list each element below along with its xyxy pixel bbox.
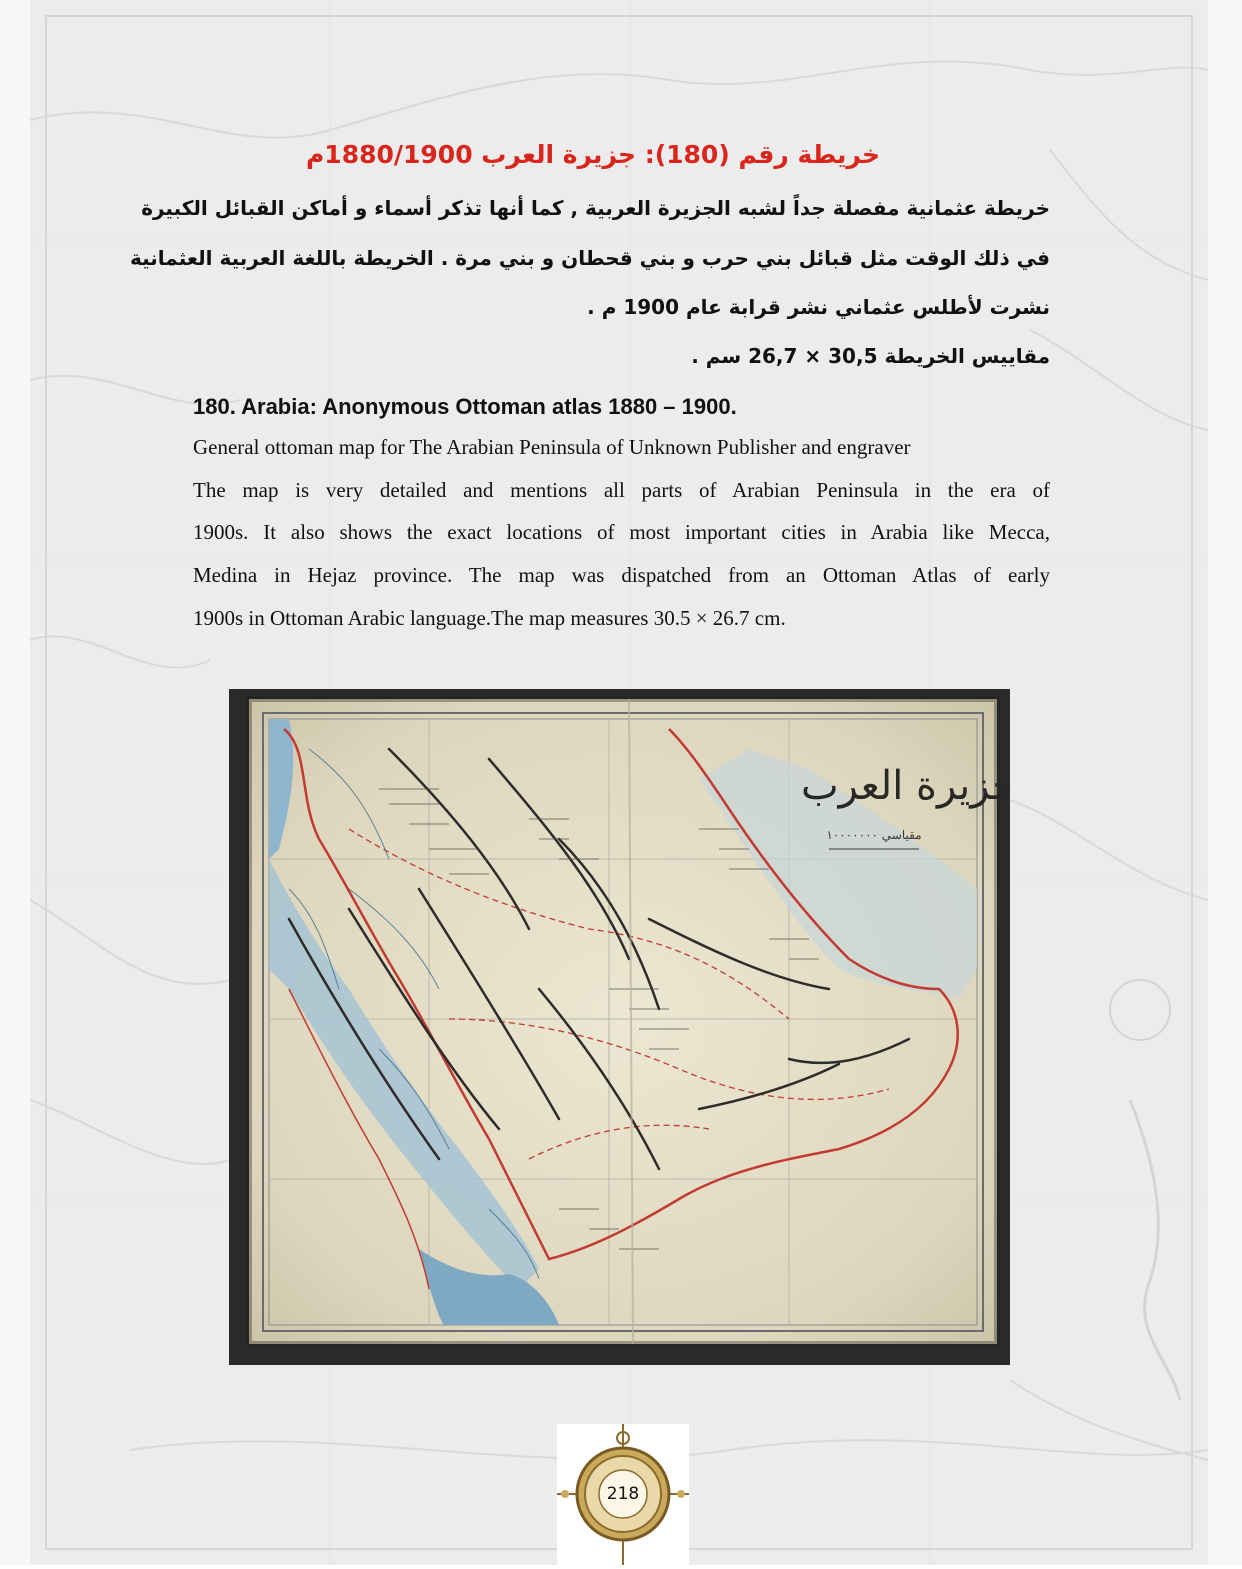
english-paragraph-line-4: Medina in Hejaz province. The map was dispatched from an Ottoman Atlas of early xyxy=(193,563,1050,587)
page-number: 218 xyxy=(606,1484,640,1504)
english-paragraph-line-1: General ottoman map for The Arabian Peninsula of Unknown Publisher and engraver xyxy=(193,435,911,459)
page-right-margin xyxy=(1208,0,1242,1565)
map-title: جزيرة العرب xyxy=(801,763,1010,809)
arabia-map-image xyxy=(229,689,1010,1365)
arabic-paragraph-line-3: نشرت لأطلس عثماني نشر قرابة عام 1900 م . xyxy=(587,295,1050,319)
page-left-margin xyxy=(0,0,30,1565)
arabic-paragraph-line-1: خريطة عثمانية مفصلة جداً لشبه الجزيرة العربية , كما أنها تذكر أسماء و أماكن القبائل الكبيرة xyxy=(141,196,1050,220)
english-paragraph-line-2: The map is very detailed and mentions all parts of Arabian Peninsula in the era of xyxy=(193,478,1050,502)
map-scale-label: مقياسي ١٠٠٠٠٠٠٠ xyxy=(826,828,922,842)
english-paragraph-line-5: 1900s in Ottoman Arabic language.The map measures 30.5 × 26.7 cm. xyxy=(193,606,786,630)
english-title: 180. Arabia: Anonymous Ottoman atlas 1880 – 1900. xyxy=(193,394,737,419)
arabic-title: خريطة رقم (180): جزيرة العرب 1880/1900م xyxy=(305,140,880,169)
page-number-medallion xyxy=(557,1424,689,1565)
english-paragraph-line-3: 1900s. It also shows the exact locations of most important cities in Arabia like Mecca, xyxy=(193,520,1050,544)
ottoman-map-photograph xyxy=(229,689,1010,1365)
arabic-dimensions-line: مقاييس الخريطة 30,5 × 26,7 سم . xyxy=(691,344,1050,368)
arabic-paragraph-line-2: في ذلك الوقت مثل قبائل بني حرب و بني قحطان و بني مرة . الخريطة باللغة العربية العثمانية xyxy=(129,246,1050,270)
